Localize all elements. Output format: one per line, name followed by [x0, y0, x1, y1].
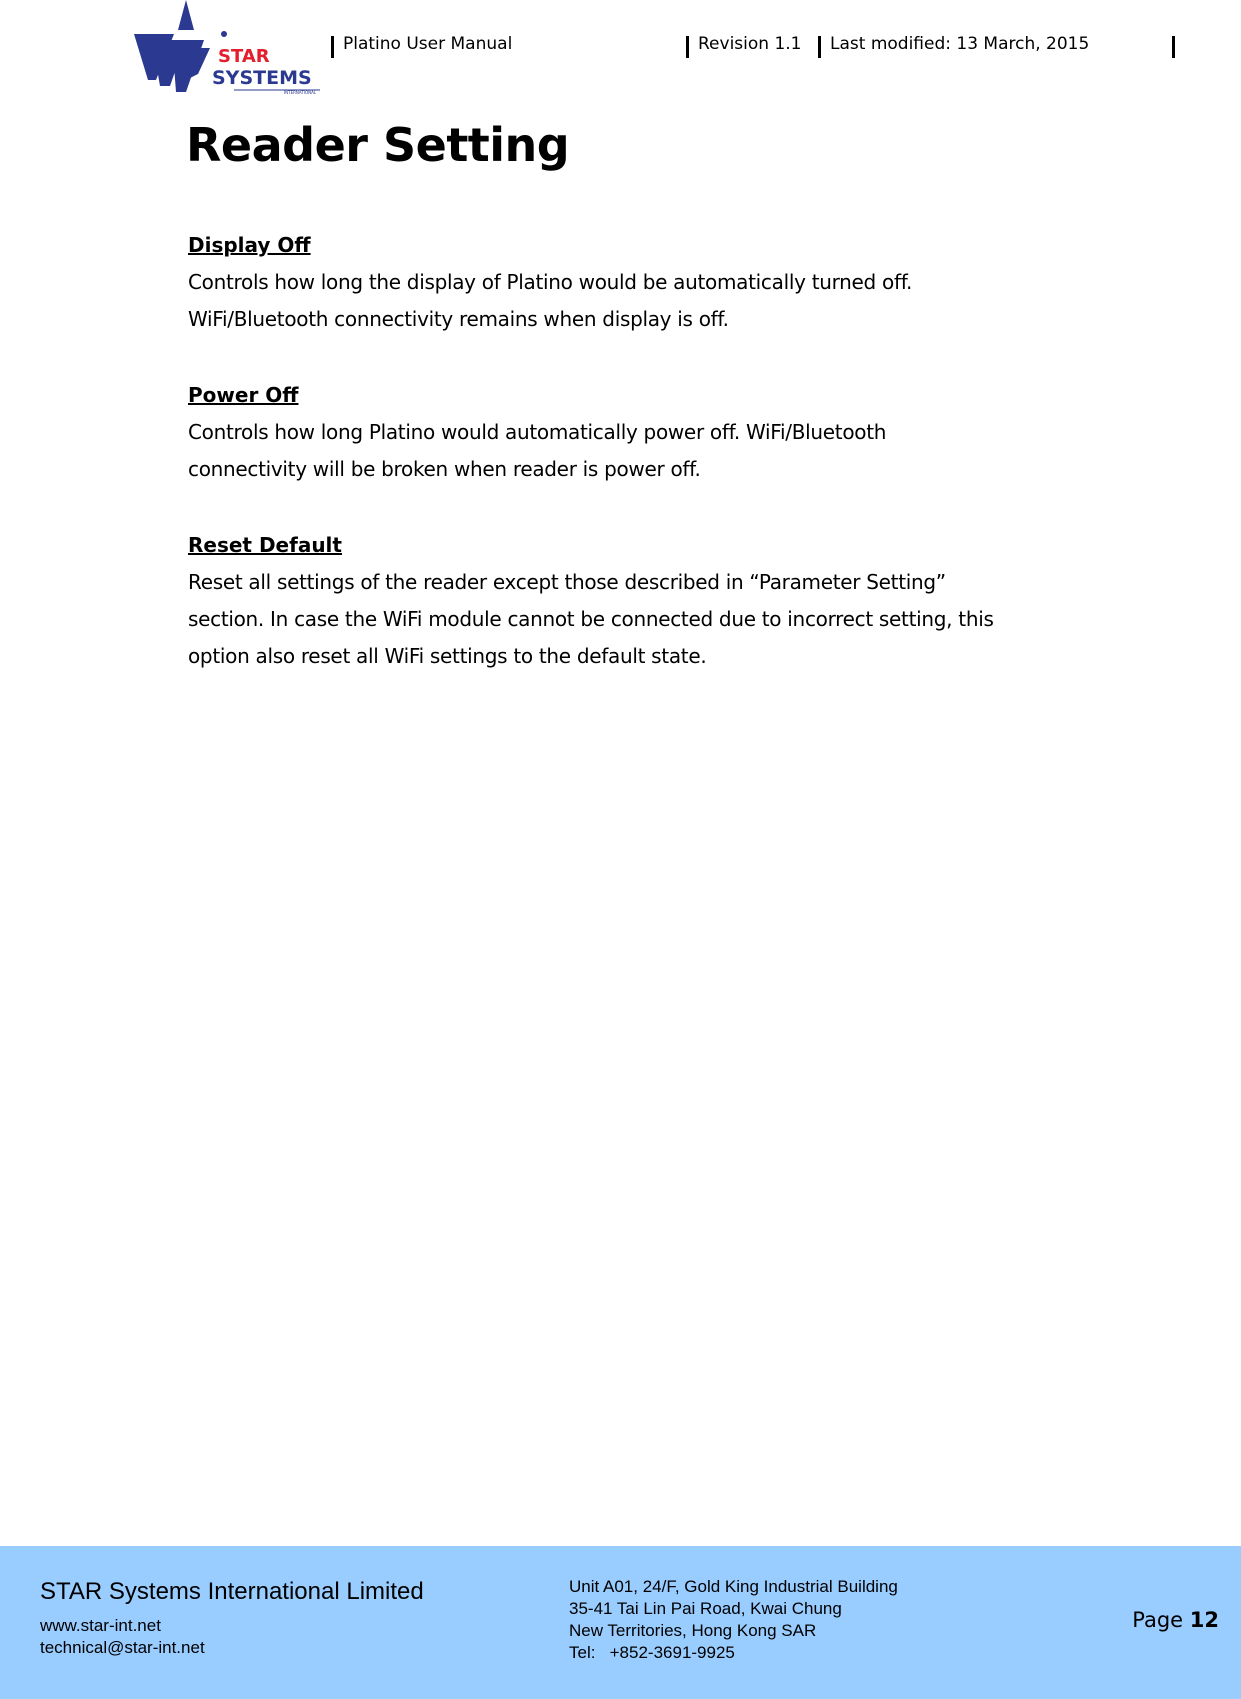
svg-text:STAR: STAR [218, 46, 270, 67]
phone-line: Tel: +852-3691-9925 [569, 1643, 735, 1662]
section-power-off [188, 382, 1088, 488]
address-line: 35-41 Tai Lin Pai Road, Kwai Chung [569, 1599, 842, 1618]
section-text-line: WiFi/Bluetooth connectivity remains when display is off. [188, 307, 729, 331]
section-reset-default [188, 532, 1088, 675]
section-display-off [188, 232, 1088, 338]
section-text-line: Reset all settings of the reader except those described in “Parameter Setting” [188, 570, 946, 594]
svg-text:SYSTEMS: SYSTEMS [212, 67, 312, 89]
header-divider [1172, 36, 1175, 58]
page-footer [0, 1546, 1241, 1699]
page-label: Page [1132, 1608, 1184, 1632]
header-divider [818, 36, 821, 58]
section-text-line: Controls how long the display of Platino would be automatically turned off. [188, 270, 913, 294]
section-heading: Display Off [188, 233, 311, 257]
company-logo [134, 0, 324, 96]
header-divider [686, 36, 689, 58]
revision-label: Revision 1.1 [698, 34, 802, 54]
section-text-line: connectivity will be broken when reader is power off. [188, 457, 701, 481]
last-modified-label: Last modified: 13 March, 2015 [830, 34, 1090, 54]
address-line: Unit A01, 24/F, Gold King Industrial Building [569, 1577, 898, 1596]
section-text-line: Controls how long Platino would automatically power off. WiFi/Bluetooth [188, 420, 887, 444]
svg-text:INTERNATIONAL: INTERNATIONAL [284, 90, 317, 95]
page-title: Reader Setting [186, 118, 570, 172]
section-text-line: option also reset all WiFi settings to the default state. [188, 644, 707, 668]
company-name: STAR Systems International Limited [40, 1578, 424, 1605]
section-heading: Reset Default [188, 533, 342, 557]
section-heading: Power Off [188, 383, 299, 407]
star-systems-logo-icon [134, 0, 324, 96]
address-line: New Territories, Hong Kong SAR [569, 1621, 817, 1640]
email-link[interactable]: technical@star-int.net [40, 1638, 205, 1657]
header-divider [331, 36, 334, 58]
page-number-value: 12 [1189, 1608, 1219, 1632]
section-text-line: section. In case the WiFi module cannot be connected due to incorrect setting, this [188, 607, 994, 631]
page-number [1132, 1608, 1219, 1632]
website-link[interactable]: www.star-int.net [40, 1616, 161, 1635]
manual-title: Platino User Manual [343, 34, 513, 54]
